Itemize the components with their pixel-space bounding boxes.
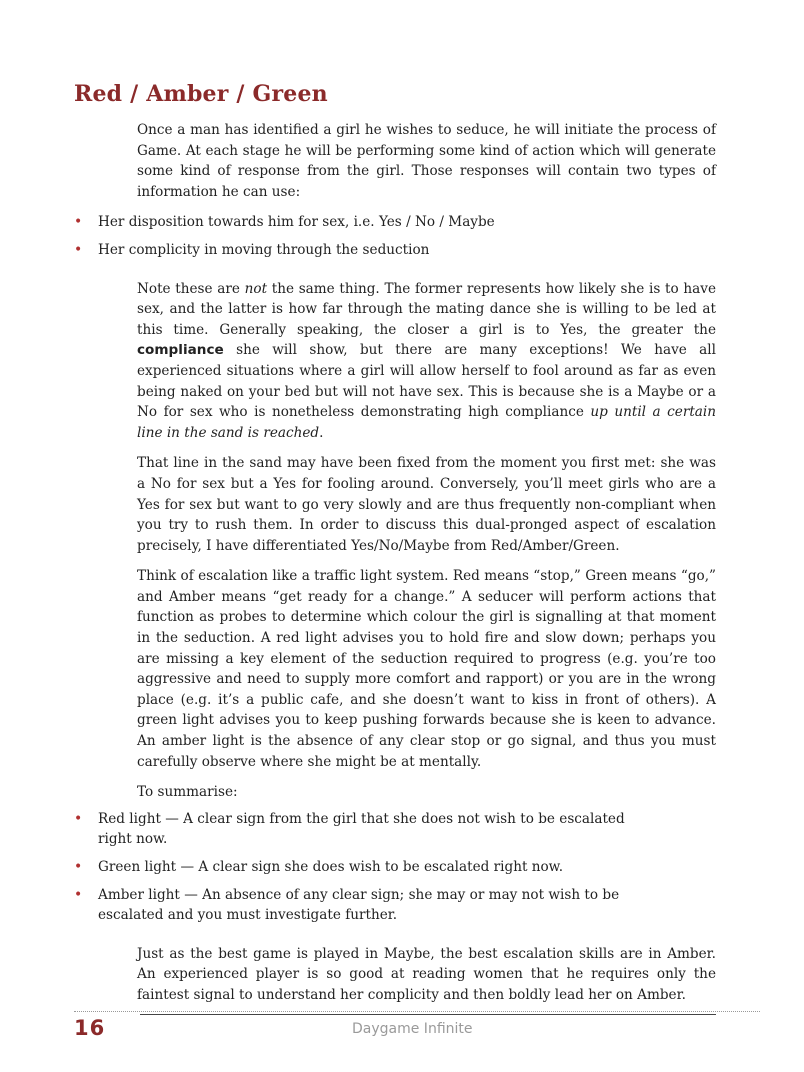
- list-item: • Her disposition towards him for sex, i.e. Yes / No / Maybe: [74, 212, 716, 233]
- footer-dotted-rule: [74, 1011, 760, 1012]
- bullet-icon: •: [74, 859, 83, 875]
- footer-rule: [140, 1014, 716, 1015]
- book-title: Daygame Infinite: [352, 1021, 473, 1037]
- list-item: • Her complicity in moving through the seduction: [74, 240, 716, 261]
- page-number: 16: [74, 1016, 106, 1040]
- body-content: [74, 120, 716, 1016]
- bullet-icon: •: [74, 241, 83, 258]
- list-item: • Red light — A clear sign from the girl that she does not wish to be escalated right now.: [74, 810, 625, 848]
- paragraph-summary-intro: To summarise:: [137, 784, 238, 801]
- info-types-list: [74, 212, 716, 260]
- bullet-icon: •: [74, 886, 83, 903]
- paragraph-line-in-sand: That line in the sand may have been fixed from the moment you first met: she was a No for sex but a Yes for fooling around. Conversely, you’ll meet girls who are a Yes for sex but want to go very slowly and are thus frequently non-compliant when you try to rush them. In order to discuss this dual-pronged aspect of escalation precisely, I have differentiated Yes/No/Maybe from Red/Amber/Green.: [137, 455, 716, 554]
- list-item: • Green light — A clear sign she does wish to be escalated right now.: [74, 857, 716, 878]
- traffic-light-list: [74, 809, 716, 926]
- section-heading: Red / Amber / Green: [74, 80, 328, 107]
- paragraph-conclusion: Just as the best game is played in Maybe, the best escalation skills are in Amber. An experienced player is so good at reading women that he requires only the faintest signal to understand her complicity and then boldly lead her on Amber.: [137, 945, 716, 1003]
- paragraph-traffic-light: Think of escalation like a traffic light system. Red means “stop,” Green means “go,” and Amber means “get ready for a change.” A seducer will perform actions that function as probes to determine which colour the girl is signalling at that moment in the seduction. A red light advises you to hold fire and slow down; perhaps you are missing a key element of the seduction required to progress (e.g. you’re too aggressive and need to supply more comfort and rapport) or you are in the wrong place (e.g. it’s a public cafe, and she doesn’t want to kiss in front of others). A green light advises you to keep pushing forwards because she is keen to advance. An amber light is the absence of any clear stop or go signal, and thus you must carefully observe where she might be at mentally.: [137, 568, 716, 770]
- bullet-icon: •: [74, 214, 83, 231]
- bullet-icon: •: [74, 810, 83, 827]
- paragraph-note: Note these are not the same thing. The former represents how likely she is to have sex, and the latter is how far through the mating dance she is willing to be led at this time. Generally speaking, the closer a girl is to Yes, the greater the compliance she will show, but there are many exceptions! We have all experienced situations where a girl will allow herself to fool around as far as even being naked on your bed but will not have sex. This is because she is a Maybe or a No for sex who is nonetheless demonstrating high compliance up until a certain line in the sand is reached.: [137, 280, 716, 441]
- list-item: • Amber light — An absence of any clear sign; she may or may not wish to be escalated and you must investigate further.: [74, 886, 620, 924]
- paragraph-intro: Once a man has identified a girl he wishes to seduce, he will initiate the process of Game. At each stage he will be performing some kind of action which will generate some kind of response from the girl. Those responses will contain two types of information he can use:: [137, 122, 716, 200]
